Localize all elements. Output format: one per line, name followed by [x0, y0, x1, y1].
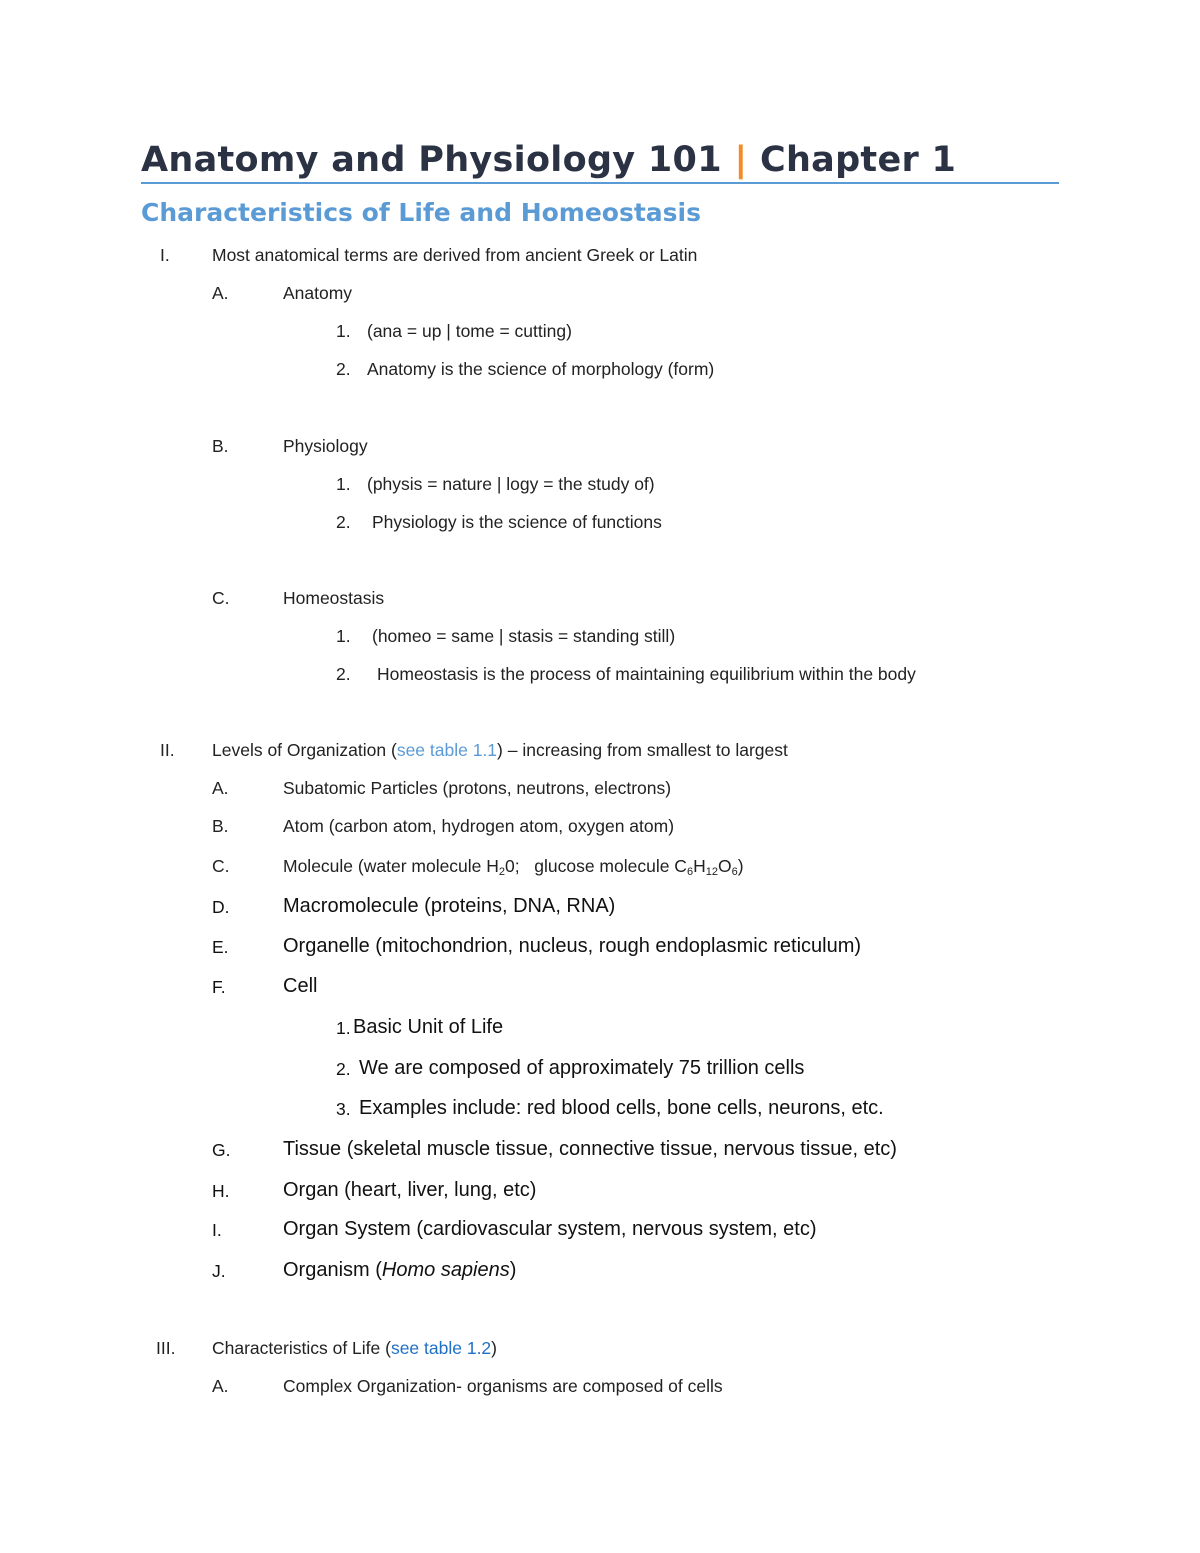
text-part: Characteristics of Life ( — [212, 1338, 391, 1358]
list-marker: III. — [156, 1338, 176, 1358]
list-marker: A. — [212, 283, 229, 303]
list-text: Organ System (cardiovascular system, nervous system, etc) — [283, 1218, 817, 1240]
section-subtitle: Characteristics of Life and Homeostasis — [141, 198, 702, 227]
list-text: Complex Organization- organisms are composed of cells — [283, 1376, 723, 1396]
list-text — [212, 1336, 497, 1360]
list-text: Homeostasis — [283, 588, 385, 608]
list-text: Physiology — [283, 436, 368, 456]
list-marker: E. — [212, 937, 229, 957]
list-marker: A. — [212, 778, 229, 798]
list-text: Anatomy — [283, 283, 353, 303]
list-marker: H. — [212, 1181, 230, 1201]
list-marker: 2. — [336, 1059, 351, 1079]
list-marker: 2. — [336, 512, 351, 532]
list-text: Macromolecule (proteins, DNA, RNA) — [283, 895, 616, 917]
list-text — [212, 738, 788, 762]
species-name: Homo sapiens — [381, 1259, 510, 1281]
list-text: (ana = up | tome = cutting) — [367, 321, 572, 341]
text-part: H — [693, 856, 706, 876]
list-text: Homeostasis is the process of maintaining equilibrium within the body — [377, 664, 916, 684]
table-link[interactable]: see table 1.2 — [390, 1338, 492, 1358]
text-part: Organism ( — [283, 1259, 382, 1281]
title-chapter: Chapter 1 — [759, 140, 957, 180]
list-marker: 3. — [336, 1099, 351, 1119]
list-text: Subatomic Particles (protons, neutrons, electrons) — [283, 778, 672, 798]
subscript: 12 — [705, 866, 718, 878]
list-text: Basic Unit of Life — [353, 1016, 504, 1038]
list-marker: J. — [212, 1261, 226, 1281]
list-marker: D. — [212, 897, 230, 917]
list-marker: F. — [212, 977, 226, 997]
title-underline — [141, 182, 1059, 184]
text-part: Levels of Organization ( — [212, 740, 397, 760]
list-text: Physiology is the science of functions — [372, 512, 662, 532]
page-title — [141, 136, 1059, 184]
list-text: Cell — [283, 975, 318, 997]
subscript: 6 — [686, 866, 694, 878]
list-text: Examples include: red blood cells, bone cells, neurons, etc. — [359, 1097, 884, 1119]
title-main: Anatomy and Physiology 101 — [141, 140, 722, 180]
list-marker: 1. — [336, 321, 351, 341]
title-separator: | — [734, 140, 748, 180]
list-text: We are composed of approximately 75 trillion cells — [359, 1057, 805, 1079]
list-marker: I. — [160, 245, 170, 265]
list-text: Organ (heart, liver, lung, etc) — [283, 1179, 537, 1201]
list-marker: B. — [212, 436, 229, 456]
subscript: 2 — [498, 866, 506, 878]
text-part: ) — [491, 1338, 497, 1358]
text-part: 0; glucose molecule C — [505, 856, 687, 876]
list-marker: I. — [212, 1220, 222, 1240]
list-text: Anatomy is the science of morphology (form) — [367, 359, 715, 379]
list-marker: G. — [212, 1140, 231, 1160]
list-marker: 1. — [336, 474, 351, 494]
list-marker: 1. — [336, 626, 351, 646]
list-marker: II. — [160, 740, 175, 760]
list-text: (physis = nature | logy = the study of) — [367, 474, 655, 494]
text-part: ) — [737, 856, 744, 876]
subscript: 6 — [731, 866, 738, 878]
list-marker: 2. — [336, 359, 351, 379]
list-marker: 2. — [336, 664, 351, 684]
list-marker: B. — [212, 816, 229, 836]
list-marker: 1. — [336, 1018, 351, 1038]
text-part: O — [717, 856, 732, 876]
list-text — [283, 1258, 516, 1282]
list-text: Organelle (mitochondrion, nucleus, rough endoplasmic reticulum) — [283, 935, 862, 957]
text-part: Molecule (water molecule H — [283, 856, 499, 876]
list-text: (homeo = same | stasis = standing still) — [372, 626, 676, 646]
list-marker: C. — [212, 856, 230, 876]
table-link[interactable]: see table 1.1 — [396, 740, 498, 760]
list-text: Tissue (skeletal muscle tissue, connective tissue, nervous tissue, etc) — [283, 1138, 897, 1160]
text-part: ) – increasing from smallest to largest — [497, 740, 788, 760]
list-text — [283, 854, 744, 878]
list-marker: C. — [212, 588, 230, 608]
text-part: ) — [509, 1259, 517, 1281]
list-marker: A. — [212, 1376, 229, 1396]
list-text: Most anatomical terms are derived from ancient Greek or Latin — [212, 245, 698, 265]
list-text: Atom (carbon atom, hydrogen atom, oxygen atom) — [283, 816, 675, 836]
